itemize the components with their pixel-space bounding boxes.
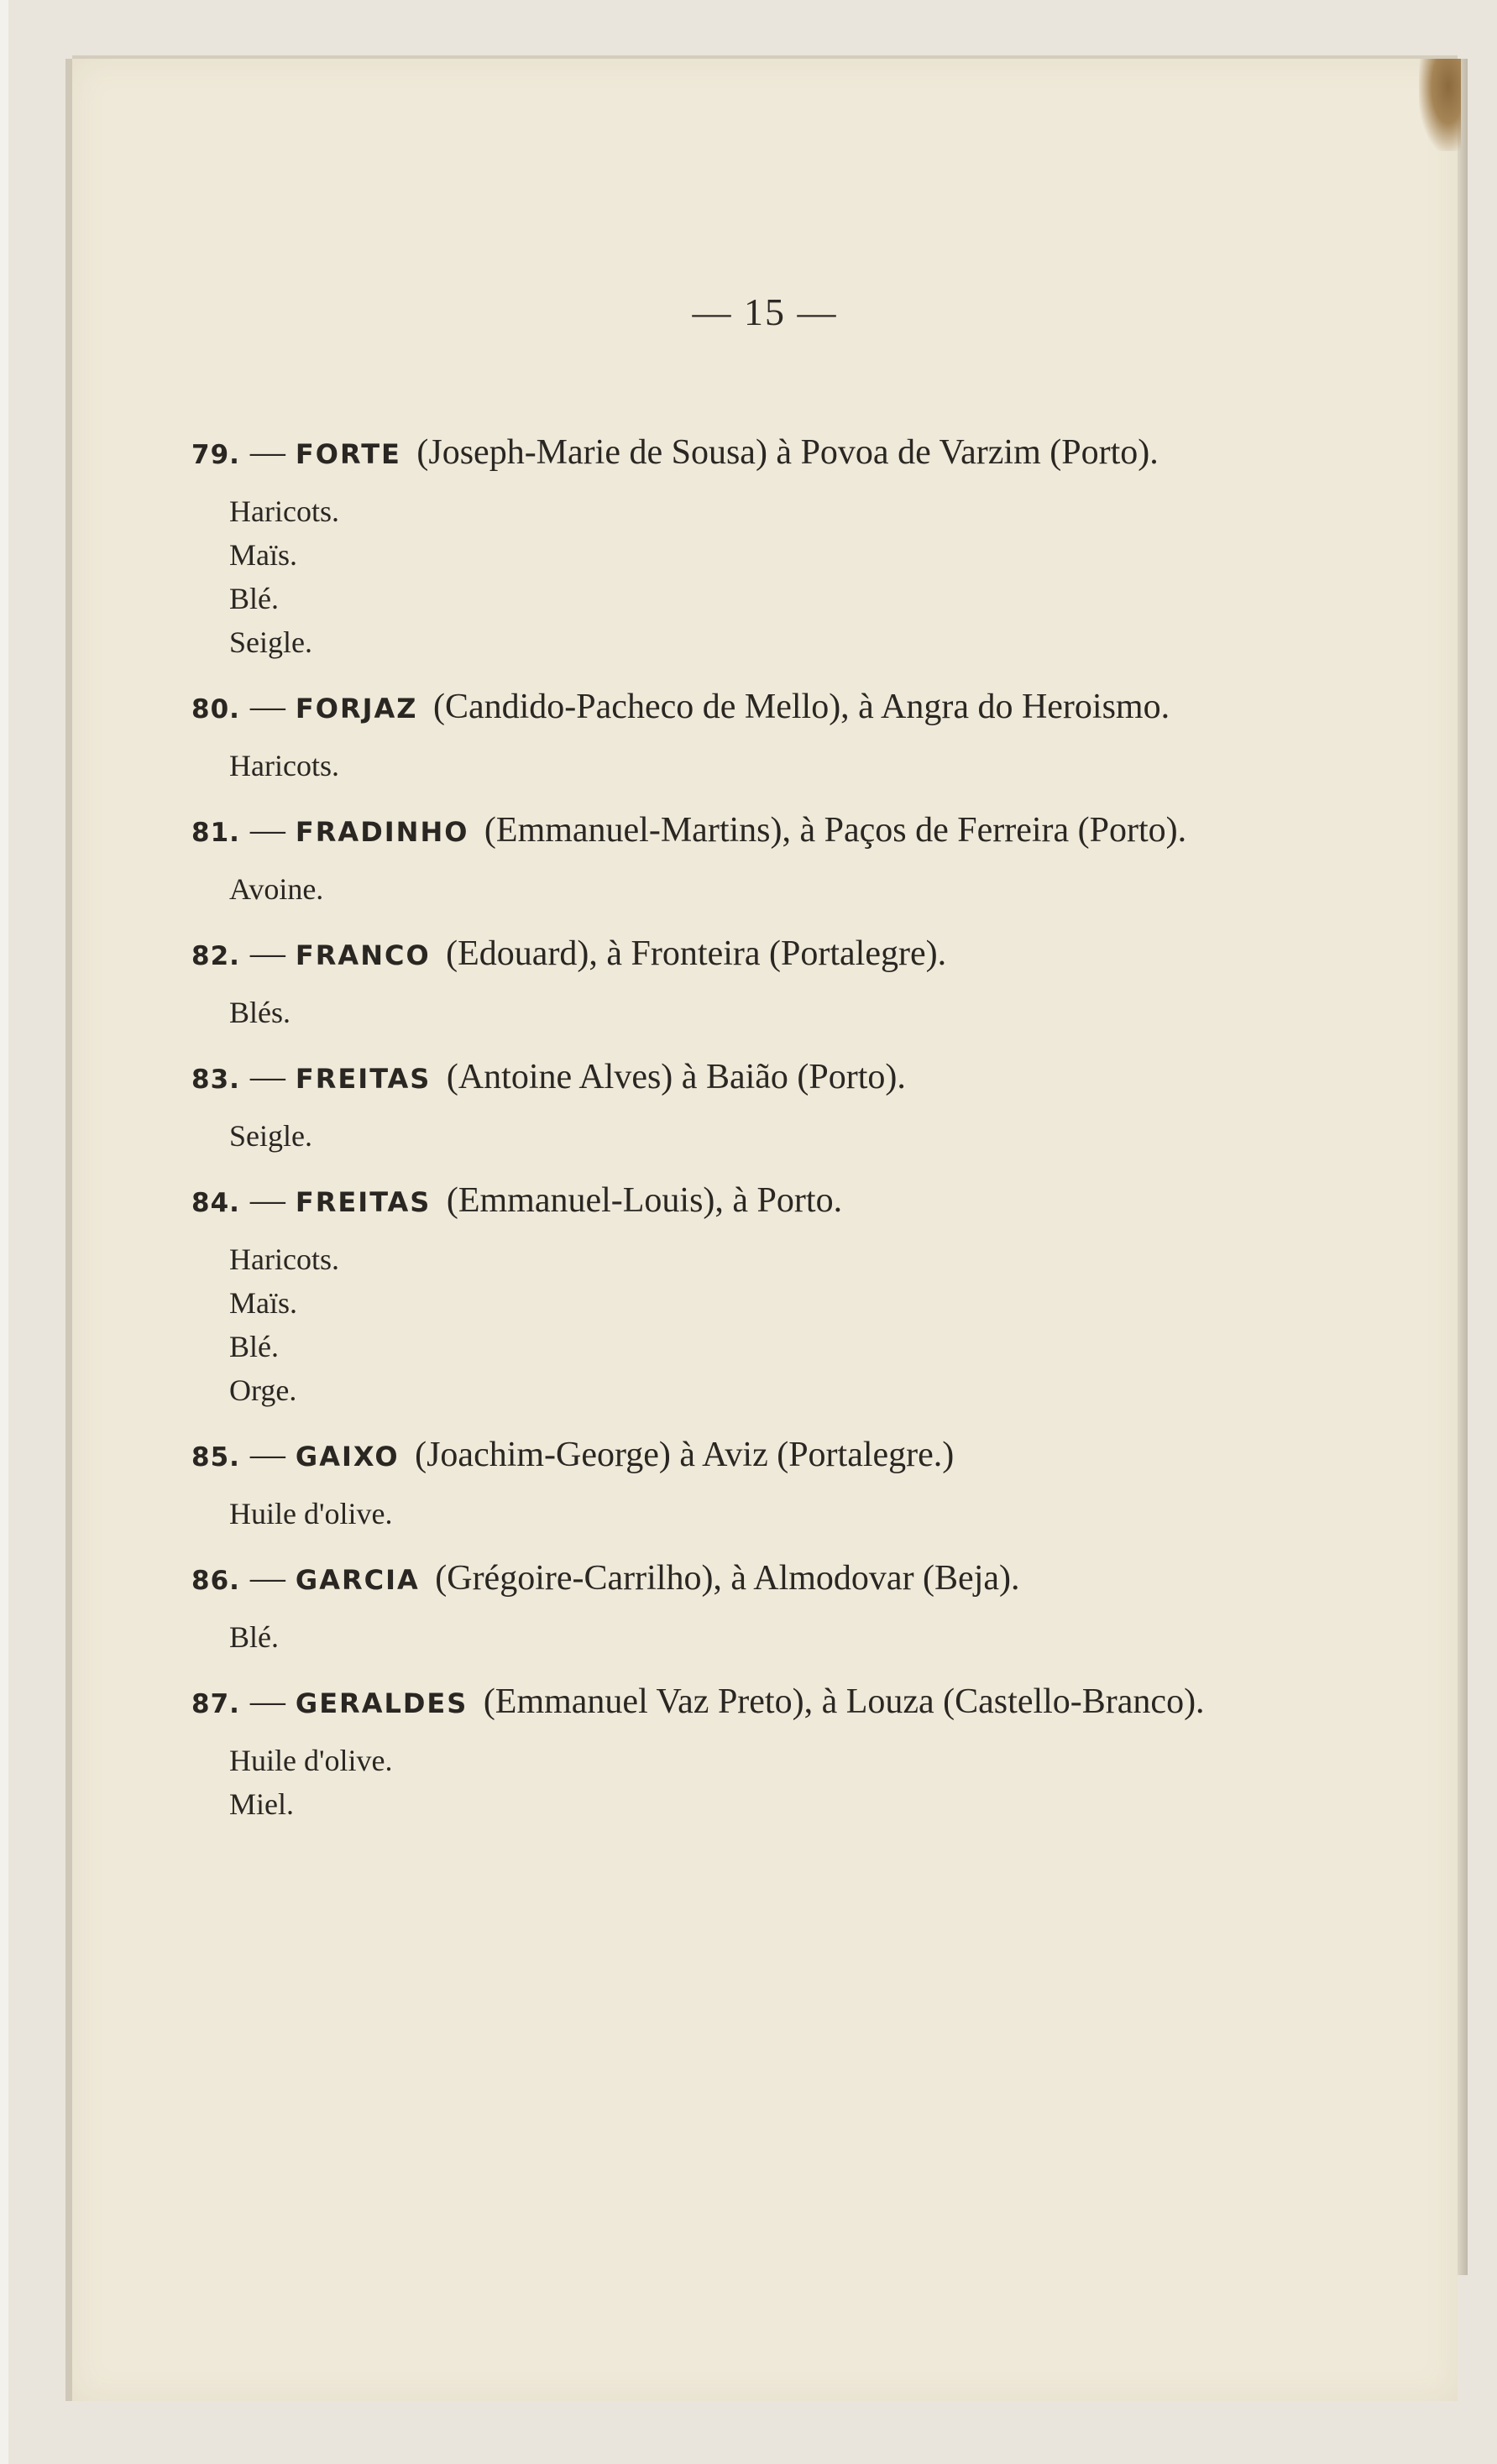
product-list xyxy=(191,1739,1275,1826)
book-page xyxy=(72,59,1458,2401)
entry xyxy=(191,1176,1275,1412)
product-list xyxy=(191,1615,1275,1659)
product-list xyxy=(191,1114,1275,1158)
product-item: Huile d'olive. xyxy=(229,1497,393,1530)
entry-number: 79. xyxy=(191,440,240,470)
entry-dash: — xyxy=(249,1682,285,1721)
entry xyxy=(191,683,1275,787)
entry xyxy=(191,1053,1275,1158)
entry-number: 84. xyxy=(191,1188,240,1218)
entry xyxy=(191,1677,1275,1826)
product-item: Blés. xyxy=(229,996,291,1029)
product-item: Miel. xyxy=(229,1787,294,1821)
entry-dash: — xyxy=(249,934,285,973)
entry-heading xyxy=(191,806,1275,857)
product-item: Orge. xyxy=(229,1373,297,1407)
page-stain xyxy=(1419,59,1461,151)
entry-heading xyxy=(191,1554,1275,1605)
product-list xyxy=(191,1237,1275,1412)
product-item: Huile d'olive. xyxy=(229,1744,393,1777)
entry-name: FREITAS xyxy=(295,1063,432,1095)
product-item: Blé. xyxy=(229,582,279,615)
entry-details: (Candido-Pacheco de Mello), à Angra do Heroismo. xyxy=(433,688,1170,726)
entry-name: GAIXO xyxy=(295,1441,400,1473)
entry-dash: — xyxy=(249,811,285,850)
entry-heading xyxy=(191,683,1275,734)
entry-number: 86. xyxy=(191,1566,240,1596)
entry-details: (Joachim-George) à Aviz (Portalegre.) xyxy=(415,1436,955,1474)
entry-dash: — xyxy=(249,688,285,726)
product-list xyxy=(191,991,1275,1034)
entry-dash: — xyxy=(249,1058,285,1096)
entry-dash: — xyxy=(249,1559,285,1598)
product-item: Blé. xyxy=(229,1620,279,1654)
product-item: Seigle. xyxy=(229,1119,312,1153)
entry-name: FRADINHO xyxy=(295,816,469,848)
entry-number: 81. xyxy=(191,818,240,848)
entry-number: 82. xyxy=(191,941,240,971)
product-item: Maïs. xyxy=(229,1286,297,1320)
product-list xyxy=(191,1492,1275,1535)
entry-dash: — xyxy=(249,1181,285,1220)
product-list xyxy=(191,744,1275,787)
entry-name: FREITAS xyxy=(295,1186,432,1218)
entry-name: FORJAZ xyxy=(295,693,418,725)
entry-heading xyxy=(191,929,1275,981)
entry-details: (Grégoire-Carrilho), à Almodovar (Beja). xyxy=(435,1559,1020,1598)
product-item: Blé. xyxy=(229,1330,279,1363)
product-item: Haricots. xyxy=(229,494,339,528)
scan-margin xyxy=(0,0,8,2464)
entry-heading xyxy=(191,1677,1275,1729)
entry-number: 80. xyxy=(191,694,240,725)
entry-name: GARCIA xyxy=(295,1564,420,1596)
entry-name: GERALDES xyxy=(295,1687,468,1719)
entry-heading xyxy=(191,1053,1275,1104)
entry-name: FRANCO xyxy=(295,939,431,971)
product-item: Haricots. xyxy=(229,1242,339,1276)
entry xyxy=(191,428,1275,664)
entry-details: (Emmanuel Vaz Preto), à Louza (Castello-Branco). xyxy=(483,1682,1205,1721)
product-item: Maïs. xyxy=(229,538,297,572)
entry-details: (Edouard), à Fronteira (Portalegre). xyxy=(446,934,947,973)
entry-dash: — xyxy=(249,433,285,472)
entry-details: (Emmanuel-Louis), à Porto. xyxy=(446,1181,843,1220)
page-number: — 15 — xyxy=(692,290,838,333)
entry-details: (Emmanuel-Martins), à Paços de Ferreira (Porto). xyxy=(484,811,1187,850)
entry-heading xyxy=(191,428,1275,479)
entry-heading xyxy=(191,1431,1275,1482)
entry xyxy=(191,1431,1275,1535)
entry-number: 83. xyxy=(191,1065,240,1095)
entry xyxy=(191,1554,1275,1659)
entry xyxy=(191,929,1275,1034)
product-list xyxy=(191,489,1275,664)
entry-heading xyxy=(191,1176,1275,1227)
product-list xyxy=(191,867,1275,911)
entry-number: 87. xyxy=(191,1689,240,1719)
entry-number: 85. xyxy=(191,1442,240,1473)
entry-details: (Antoine Alves) à Baião (Porto). xyxy=(446,1058,906,1096)
entry-list xyxy=(191,428,1275,1844)
product-item: Seigle. xyxy=(229,625,312,659)
entry xyxy=(191,806,1275,911)
product-item: Haricots. xyxy=(229,749,339,782)
entry-name: FORTE xyxy=(295,438,401,470)
entry-details: (Joseph-Marie de Sousa) à Povoa de Varzim (Porto). xyxy=(416,433,1159,472)
product-item: Avoine. xyxy=(229,872,324,906)
entry-dash: — xyxy=(249,1436,285,1474)
page-edge-right xyxy=(1458,59,1468,2275)
